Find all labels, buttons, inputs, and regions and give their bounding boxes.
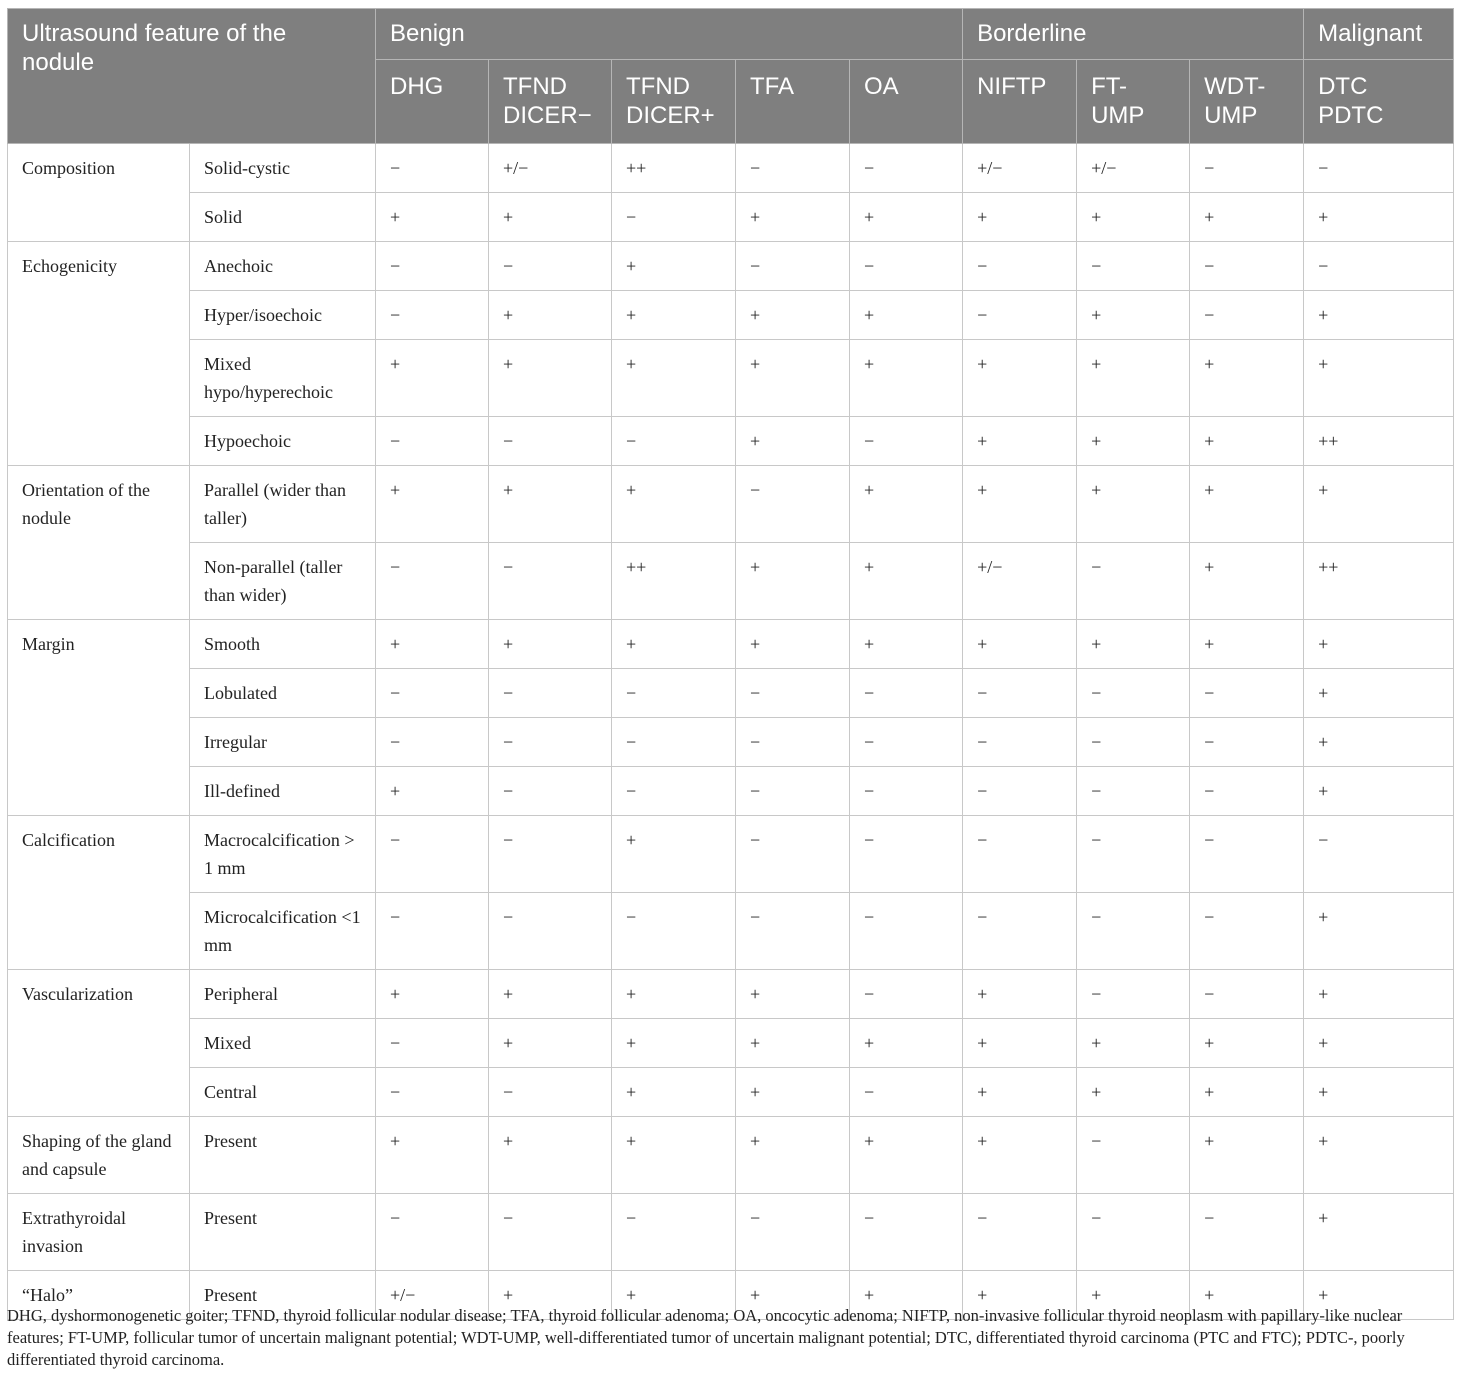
subfeature-cell: Ill-defined	[190, 767, 376, 816]
value-cell: +	[1077, 466, 1190, 543]
value-cell: +	[1304, 291, 1454, 340]
value-cell: +	[1304, 193, 1454, 242]
table-row	[8, 144, 1454, 193]
value-cell: +	[1077, 620, 1190, 669]
value-cell: +	[489, 620, 612, 669]
value-cell: −	[612, 1194, 736, 1271]
value-cell: −	[963, 893, 1077, 970]
value-cell: −	[736, 242, 850, 291]
value-cell: −	[850, 767, 963, 816]
table-row	[8, 970, 1454, 1019]
value-cell: +	[1304, 1194, 1454, 1271]
value-cell: ++	[1304, 417, 1454, 466]
value-cell: −	[612, 669, 736, 718]
subfeature-cell: Solid	[190, 193, 376, 242]
value-cell: +	[850, 1271, 963, 1320]
value-cell: −	[376, 242, 489, 291]
value-cell: −	[850, 417, 963, 466]
column-header-line1: NIFTP	[977, 73, 1047, 100]
column-header-line1: OA	[864, 73, 899, 100]
value-cell: +/−	[1077, 144, 1190, 193]
value-cell: +	[1190, 193, 1304, 242]
value-cell: −	[489, 718, 612, 767]
value-cell: −	[376, 291, 489, 340]
value-cell: −	[1190, 144, 1304, 193]
value-cell: +	[1304, 1068, 1454, 1117]
value-cell: −	[1077, 1117, 1190, 1194]
value-cell: +	[612, 816, 736, 893]
value-cell: +	[963, 417, 1077, 466]
value-cell: +	[489, 466, 612, 543]
value-cell: −	[489, 767, 612, 816]
feature-cell: Orientation of the nodule	[8, 466, 190, 620]
column-header-dhg	[376, 60, 489, 144]
value-cell: +	[963, 970, 1077, 1019]
column-header-tfnd-dicer-pos	[612, 60, 736, 144]
value-cell: +	[850, 1117, 963, 1194]
value-cell: −	[1190, 767, 1304, 816]
value-cell: +	[963, 1271, 1077, 1320]
value-cell: +	[1304, 669, 1454, 718]
value-cell: +	[736, 193, 850, 242]
value-cell: +	[1304, 466, 1454, 543]
value-cell: −	[1077, 970, 1190, 1019]
value-cell: −	[850, 718, 963, 767]
value-cell: +	[376, 340, 489, 417]
ultrasound-features-table	[7, 8, 1454, 1320]
subfeature-cell: Smooth	[190, 620, 376, 669]
value-cell: −	[963, 1194, 1077, 1271]
table-row	[8, 767, 1454, 816]
table-body	[8, 144, 1454, 1320]
value-cell: −	[1077, 718, 1190, 767]
value-cell: +	[1304, 340, 1454, 417]
value-cell: +	[963, 1068, 1077, 1117]
value-cell: −	[612, 767, 736, 816]
value-cell: −	[1190, 893, 1304, 970]
value-cell: −	[1304, 144, 1454, 193]
value-cell: −	[850, 1194, 963, 1271]
value-cell: +	[1077, 1019, 1190, 1068]
value-cell: −	[489, 669, 612, 718]
value-cell: +	[376, 970, 489, 1019]
value-cell: +	[1304, 893, 1454, 970]
table-row	[8, 620, 1454, 669]
subfeature-cell: Central	[190, 1068, 376, 1117]
value-cell: +	[612, 1019, 736, 1068]
value-cell: −	[1077, 767, 1190, 816]
value-cell: +	[1304, 1019, 1454, 1068]
value-cell: −	[1077, 893, 1190, 970]
value-cell: +	[376, 1117, 489, 1194]
column-header-line2: UMP	[1204, 102, 1258, 129]
value-cell: +	[376, 767, 489, 816]
value-cell: −	[850, 1068, 963, 1117]
table-row	[8, 1019, 1454, 1068]
value-cell: +	[1304, 767, 1454, 816]
column-header-line1: FT-	[1091, 73, 1128, 100]
value-cell: −	[489, 1194, 612, 1271]
header-group-row	[8, 9, 1454, 60]
feature-cell: Margin	[8, 620, 190, 816]
group-header-borderline: Borderline	[963, 9, 1304, 60]
value-cell: −	[376, 1068, 489, 1117]
value-cell: −	[489, 543, 612, 620]
value-cell: −	[1077, 816, 1190, 893]
column-header-tfnd-dicer-neg	[489, 60, 612, 144]
value-cell: +	[1077, 1068, 1190, 1117]
value-cell: +	[736, 1271, 850, 1320]
value-cell: +	[612, 1117, 736, 1194]
subfeature-cell: Anechoic	[190, 242, 376, 291]
feature-cell: Echogenicity	[8, 242, 190, 466]
value-cell: +/−	[376, 1271, 489, 1320]
value-cell: +	[489, 340, 612, 417]
value-cell: −	[1190, 1194, 1304, 1271]
group-header-benign: Benign	[376, 9, 963, 60]
table-row	[8, 1194, 1454, 1271]
value-cell: −	[1077, 1194, 1190, 1271]
column-header-line1: TFND	[503, 73, 567, 100]
value-cell: +	[1190, 620, 1304, 669]
value-cell: −	[376, 893, 489, 970]
value-cell: −	[736, 816, 850, 893]
value-cell: +	[1190, 466, 1304, 543]
value-cell: −	[736, 466, 850, 543]
column-header-line1: DHG	[390, 73, 444, 100]
value-cell: +	[963, 466, 1077, 543]
value-cell: +	[489, 193, 612, 242]
value-cell: +	[612, 340, 736, 417]
value-cell: −	[1190, 970, 1304, 1019]
table-row	[8, 816, 1454, 893]
value-cell: −	[736, 767, 850, 816]
column-header-wdt-ump	[1190, 60, 1304, 144]
value-cell: −	[736, 718, 850, 767]
value-cell: ++	[1304, 543, 1454, 620]
value-cell: +	[1190, 543, 1304, 620]
value-cell: +	[963, 193, 1077, 242]
value-cell: +	[612, 466, 736, 543]
value-cell: +	[1190, 1117, 1304, 1194]
value-cell: −	[1304, 816, 1454, 893]
value-cell: +	[850, 543, 963, 620]
value-cell: −	[612, 893, 736, 970]
value-cell: −	[612, 417, 736, 466]
value-cell: +	[1077, 340, 1190, 417]
column-header-line2: DICER−	[503, 102, 592, 129]
value-cell: −	[612, 193, 736, 242]
value-cell: −	[850, 893, 963, 970]
value-cell: +	[850, 291, 963, 340]
feature-column-header: Ultrasound feature of the nodule	[8, 9, 376, 144]
value-cell: −	[1190, 291, 1304, 340]
value-cell: +	[736, 291, 850, 340]
subfeature-cell: Parallel (wider than taller)	[190, 466, 376, 543]
feature-cell: Extrathyroidal invasion	[8, 1194, 190, 1271]
subfeature-cell: Peripheral	[190, 970, 376, 1019]
subfeature-cell: Microcalcification <1 mm	[190, 893, 376, 970]
value-cell: −	[376, 718, 489, 767]
value-cell: −	[850, 144, 963, 193]
value-cell: +	[1077, 1271, 1190, 1320]
value-cell: +	[1190, 1068, 1304, 1117]
column-header-dtc-pdtc	[1304, 60, 1454, 144]
value-cell: ++	[612, 543, 736, 620]
table-row	[8, 466, 1454, 543]
value-cell: +	[612, 620, 736, 669]
value-cell: +	[376, 620, 489, 669]
value-cell: +	[376, 193, 489, 242]
value-cell: +	[850, 466, 963, 543]
value-cell: −	[736, 1194, 850, 1271]
value-cell: −	[376, 1194, 489, 1271]
value-cell: −	[1304, 242, 1454, 291]
value-cell: +	[963, 620, 1077, 669]
subfeature-cell: Hypoechoic	[190, 417, 376, 466]
table-row	[8, 1068, 1454, 1117]
table-row	[8, 291, 1454, 340]
value-cell: +	[1304, 718, 1454, 767]
subfeature-cell: Hyper/isoechoic	[190, 291, 376, 340]
value-cell: −	[376, 1019, 489, 1068]
table-row	[8, 340, 1454, 417]
value-cell: −	[963, 291, 1077, 340]
value-cell: −	[963, 242, 1077, 291]
subfeature-cell: Present	[190, 1271, 376, 1320]
column-header-niftp	[963, 60, 1077, 144]
value-cell: +	[489, 1117, 612, 1194]
feature-cell: Calcification	[8, 816, 190, 970]
value-cell: +	[612, 291, 736, 340]
value-cell: +/−	[489, 144, 612, 193]
value-cell: +	[736, 340, 850, 417]
value-cell: −	[612, 718, 736, 767]
value-cell: +	[963, 1117, 1077, 1194]
column-header-line2: UMP	[1091, 102, 1145, 129]
column-header-line2: DICER+	[626, 102, 715, 129]
value-cell: −	[376, 816, 489, 893]
feature-cell: Vascularization	[8, 970, 190, 1117]
value-cell: +	[1077, 417, 1190, 466]
value-cell: −	[376, 144, 489, 193]
value-cell: −	[963, 718, 1077, 767]
value-cell: −	[850, 816, 963, 893]
table-header	[8, 9, 1454, 144]
subfeature-cell: Macrocalcification > 1 mm	[190, 816, 376, 893]
feature-cell: Shaping of the gland and capsule	[8, 1117, 190, 1194]
table-row	[8, 242, 1454, 291]
value-cell: +	[736, 543, 850, 620]
value-cell: −	[963, 767, 1077, 816]
subfeature-cell: Irregular	[190, 718, 376, 767]
value-cell: −	[489, 242, 612, 291]
subfeature-cell: Mixed hypo/hyperechoic	[190, 340, 376, 417]
column-header-line1: TFND	[626, 73, 690, 100]
column-header-line1: WDT-	[1204, 73, 1266, 100]
group-header-malignant: Malignant	[1304, 9, 1454, 60]
value-cell: −	[963, 669, 1077, 718]
value-cell: +	[736, 1019, 850, 1068]
value-cell: +	[850, 1019, 963, 1068]
value-cell: −	[489, 893, 612, 970]
value-cell: +	[850, 620, 963, 669]
value-cell: ++	[612, 144, 736, 193]
value-cell: −	[1190, 242, 1304, 291]
value-cell: +	[1190, 417, 1304, 466]
value-cell: +	[1077, 291, 1190, 340]
value-cell: +	[736, 620, 850, 669]
value-cell: −	[1077, 242, 1190, 291]
value-cell: −	[376, 417, 489, 466]
feature-cell: “Halo”	[8, 1271, 190, 1320]
value-cell: +	[489, 1019, 612, 1068]
value-cell: −	[489, 816, 612, 893]
value-cell: +	[489, 291, 612, 340]
value-cell: +	[736, 417, 850, 466]
value-cell: −	[850, 242, 963, 291]
value-cell: −	[850, 970, 963, 1019]
value-cell: +	[1304, 620, 1454, 669]
value-cell: −	[376, 543, 489, 620]
value-cell: +	[1304, 1271, 1454, 1320]
column-header-line2: PDTC	[1318, 102, 1384, 129]
value-cell: +	[850, 193, 963, 242]
subfeature-cell: Mixed	[190, 1019, 376, 1068]
value-cell: −	[736, 144, 850, 193]
value-cell: +	[736, 1117, 850, 1194]
value-cell: −	[963, 816, 1077, 893]
value-cell: +	[736, 1068, 850, 1117]
value-cell: −	[850, 669, 963, 718]
table-container	[7, 8, 1453, 1320]
value-cell: −	[1190, 669, 1304, 718]
value-cell: −	[1190, 718, 1304, 767]
column-header-line1: DTC	[1318, 73, 1368, 100]
table-row	[8, 543, 1454, 620]
value-cell: +	[489, 970, 612, 1019]
value-cell: +	[963, 340, 1077, 417]
value-cell: +	[612, 242, 736, 291]
value-cell: +	[376, 466, 489, 543]
value-cell: −	[736, 893, 850, 970]
column-header-ft-ump	[1077, 60, 1190, 144]
value-cell: +	[612, 970, 736, 1019]
subfeature-cell: Present	[190, 1194, 376, 1271]
value-cell: −	[489, 417, 612, 466]
table-row	[8, 417, 1454, 466]
value-cell: +/−	[963, 144, 1077, 193]
subfeature-cell: Lobulated	[190, 669, 376, 718]
value-cell: −	[1077, 669, 1190, 718]
value-cell: +	[850, 340, 963, 417]
value-cell: +	[963, 1019, 1077, 1068]
value-cell: +/−	[963, 543, 1077, 620]
value-cell: −	[376, 669, 489, 718]
value-cell: −	[1190, 816, 1304, 893]
value-cell: +	[612, 1271, 736, 1320]
table-row	[8, 718, 1454, 767]
value-cell: +	[736, 970, 850, 1019]
value-cell: +	[1190, 1019, 1304, 1068]
subfeature-cell: Present	[190, 1117, 376, 1194]
value-cell: +	[489, 1271, 612, 1320]
feature-cell: Composition	[8, 144, 190, 242]
subfeature-cell: Non-parallel (taller than wider)	[190, 543, 376, 620]
value-cell: +	[1077, 193, 1190, 242]
table-footnote: DHG, dyshormonogenetic goiter; TFND, thyroid follicular nodular disease; TFA, thyroid follicular adenoma; OA, oncocytic adenoma; NIFTP, non-invasive follicular thyroid neoplasm with papillary-like nuclear features; FT-UMP, follicular tumor of uncertain malignant potential; WDT-UMP, well-differentiated tumor of uncertain malignant potential; DTC, differentiated thyroid carcinoma (PTC and FTC); PDTC-, poorly differentiated thyroid carcinoma.	[7, 1306, 1405, 1369]
value-cell: +	[1190, 1271, 1304, 1320]
column-header-line1: TFA	[750, 73, 795, 100]
value-cell: −	[489, 1068, 612, 1117]
value-cell: +	[612, 1068, 736, 1117]
value-cell: −	[736, 669, 850, 718]
value-cell: +	[1190, 340, 1304, 417]
table-row	[8, 1117, 1454, 1194]
table-row	[8, 669, 1454, 718]
table-row	[8, 893, 1454, 970]
column-header-oa	[850, 60, 963, 144]
value-cell: +	[1304, 1117, 1454, 1194]
table-row	[8, 193, 1454, 242]
value-cell: −	[1077, 543, 1190, 620]
column-header-tfa	[736, 60, 850, 144]
subfeature-cell: Solid-cystic	[190, 144, 376, 193]
value-cell: +	[1304, 970, 1454, 1019]
